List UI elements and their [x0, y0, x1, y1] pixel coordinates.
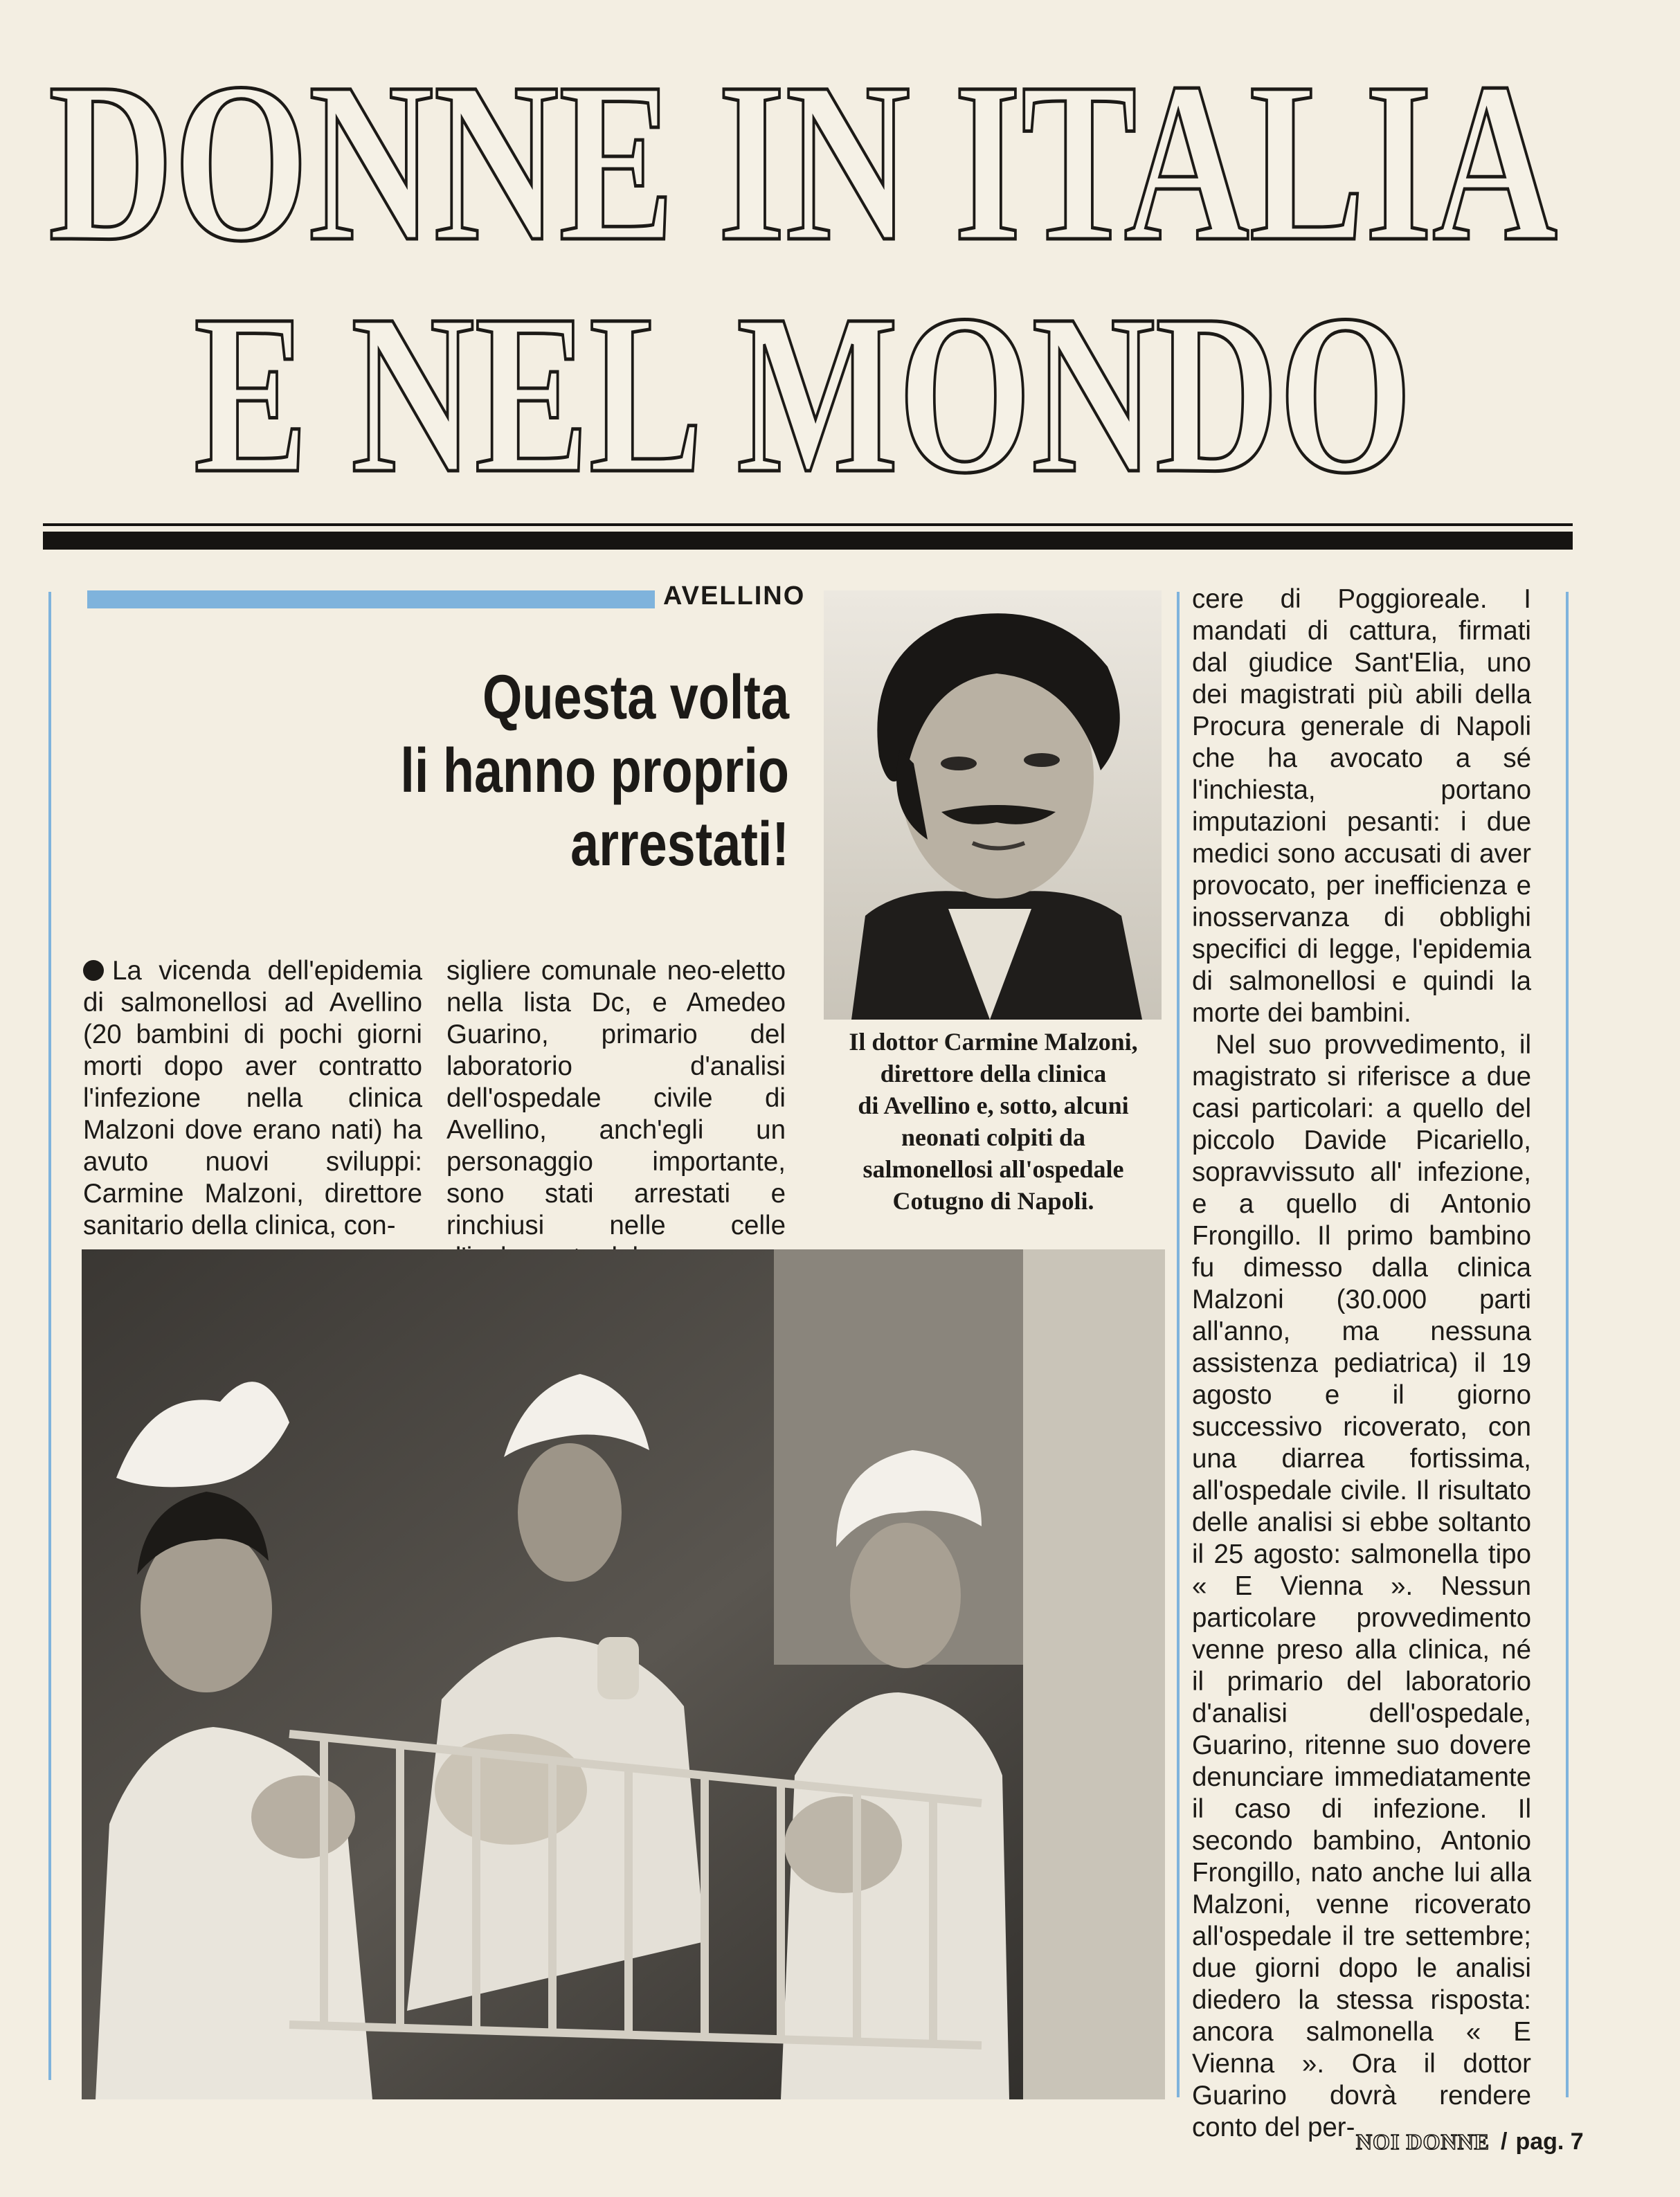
- column-divider: [1566, 592, 1569, 2097]
- column-3-paragraph-2: Nel suo provvedimento, il magistrato si riferisce a due casi particolari: a quello del piccolo Davide Picariello, sopravvissuto all' infezione, e a quello di Antonio Frongillo. Il primo bambino fu dimesso dalla clinica Malzoni (30.000 parti all'anno, ma nessuna assistenza pediatrica) il 19 agosto e il giorno successivo ricoverato, con una diarrea fortissima, all'ospedale civile. Il risultato delle analisi si ebbe soltanto il 25 agosto: salmonella tipo « E Vienna ». Nessun particolare provvedimento venne preso alla clinica, né il primario del laboratorio d'analisi dell'ospedale, Guarino, ritenne suo dovere denunciare immediatamente il caso di infezione. Il secondo bambino, Antonio Frongillo, nato anche lui alla Malzoni, venne ricoverato all'ospedale il tre settembre; due giorni dopo le analisi diedero la stessa risposta: ancora salmonella « E Vienna ». Ora il dottor Guarino dovrà rendere conto del per-: [1192, 1030, 1531, 2142]
- nurses-photo: [82, 1249, 1165, 2099]
- masthead-line-1: DONNE IN ITALIA: [48, 36, 1557, 289]
- caption-line: Cotugno di Napoli.: [892, 1187, 1094, 1215]
- column-divider: [48, 592, 51, 2080]
- article-column-3: [1192, 584, 1531, 2144]
- caption-line: direttore della clinica: [880, 1060, 1107, 1087]
- headline-line: arrestati!: [570, 810, 789, 879]
- portrait-photo: [824, 590, 1162, 1020]
- masthead: [28, 28, 1578, 521]
- section-label: AVELLINO: [663, 581, 806, 611]
- footer-separator: /: [1501, 2128, 1508, 2155]
- column-divider: [1177, 592, 1180, 2097]
- article-column-1: [83, 955, 422, 1242]
- masthead-title: [28, 28, 1578, 521]
- masthead-line-2: E NEL MONDO: [194, 268, 1412, 521]
- column-2-text: sigliere comunale neo-eletto nella lista Dc, e Amedeo Guarino, primario del laboratorio d'analisi dell'ospedale civile di Avellino, anch'egli un personaggio importante, sono stati arrestati e rinchiusi nelle celle: [446, 956, 786, 1240]
- masthead-rule-thin: [43, 523, 1573, 526]
- magazine-logo: NOI DONNE: [1356, 2129, 1490, 2154]
- caption-line: Il dottor Carmine Malzoni,: [849, 1028, 1138, 1056]
- page-footer: [1353, 2128, 1584, 2155]
- masthead-rule-thick: [43, 532, 1573, 550]
- caption-line: salmonellosi all'ospedale: [862, 1155, 1124, 1183]
- caption-line: di Avellino e, sotto, alcuni: [858, 1092, 1129, 1119]
- photo-caption: [806, 1026, 1180, 1217]
- caption-line: neonati colpiti da: [901, 1123, 1086, 1151]
- headline-line: Questa volta: [482, 663, 789, 732]
- column-3-paragraph-1: cere di Poggioreale. I mandati di cattura, firmati dal giudice Sant'Elia, uno dei magistrati più abili della Procura generale di Napoli che ha avocato a sé l'inchiesta, portano imputazioni pesanti: i due medici sono accusati di aver provocato, per inefficienza e inosservanza di obblighi specifici di legge, l'epidemia di salmonellosi e quindi la morte dei bambini.: [1192, 584, 1531, 1028]
- article-headline: [381, 661, 789, 881]
- section-bar: [87, 590, 655, 608]
- headline-line: li hanno proprio: [400, 736, 789, 806]
- article-column-2: [446, 955, 786, 1274]
- page-number: pag. 7: [1515, 2128, 1584, 2155]
- bullet-icon: [83, 960, 104, 981]
- column-1-text: La vicenda dell'epidemia di salmonellosi ad Avellino (20 bambini di pochi giorni morti dopo aver contratto l'infezione nella clinica Malzoni dove erano nati) ha avuto nuovi sviluppi: Carmine Malzoni, direttore sanitario della clinica, con-: [83, 956, 422, 1240]
